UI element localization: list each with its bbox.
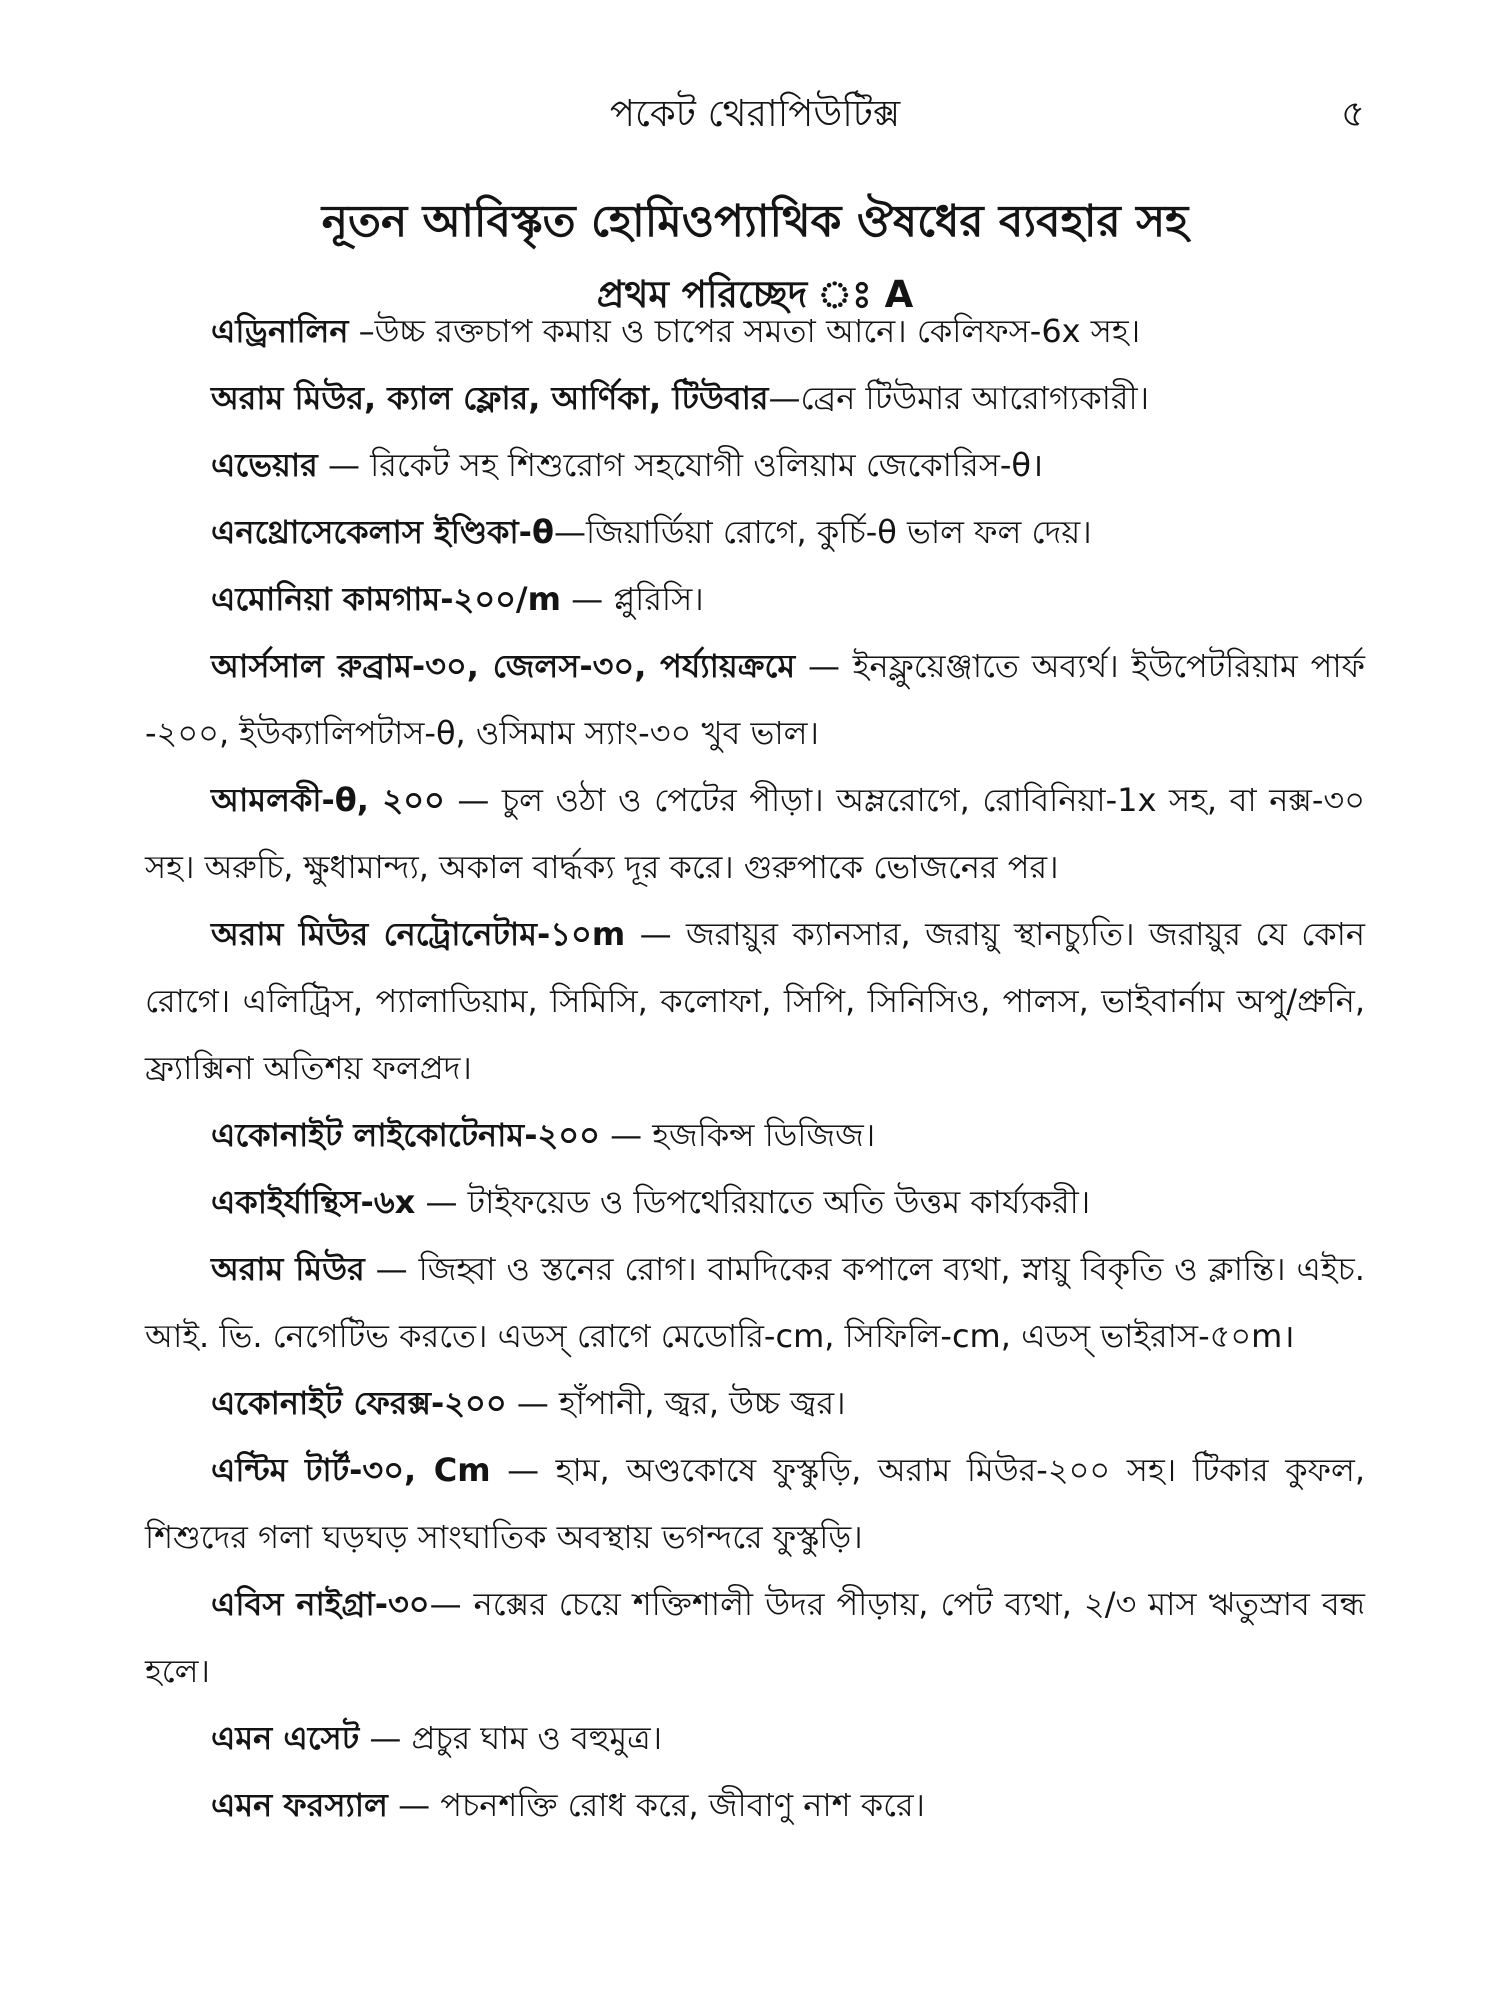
entry-text: –উচ্চ রক্তচাপ কমায় ও চাপের সমতা আনে। কেলিফস-6x সহ।: [348, 312, 1141, 350]
document-page: [145, 0, 1365, 2000]
entry-text: — জরায়ুর ক্যানসার, জরায়ু স্থানচ্যুতি। জরায়ুর যে কোন রোগে। এলিট্রিস, প্যালাডিয়াম, সিমিসি, কলোফা, সিপি, সিনিসিও, পালস, ভাইবার্নাম অপু/প্রুনি, ফ্র্যাক্সিনা অতিশয় ফলপ্রদ।: [145, 915, 1365, 1087]
main-title: নূতন আবিস্কৃত হোমিওপ্যাথিক ঔষধের ব্যবহার সহ: [321, 196, 1189, 248]
entry-item: [145, 1437, 1365, 1571]
running-header: পকেট থেরাপিউটিক্স: [609, 92, 901, 135]
entry-term: একাইর্যান্থিস-৬x: [211, 1183, 416, 1221]
page-number: ৫: [1340, 92, 1365, 135]
entry-text: — ইনফ্লুয়েঞ্জাতে অব্যর্থ। ইউপেটরিয়াম পার্ফ -২০০, ইউক্যালিপটাস-θ, ওসিমাম স্যাং-৩০ খুব ভাল।: [145, 647, 1366, 752]
entry-item: [145, 1571, 1365, 1705]
entry-text: — প্লুরিসি।: [560, 580, 704, 618]
entry-term: অরাম মিউর: [211, 1250, 365, 1288]
entry-term: আমলকী-θ, ২০০: [211, 781, 445, 819]
entry-item: [145, 365, 1365, 432]
entry-text: — প্রচুর ঘাম ও বহুমুত্র।: [359, 1719, 663, 1757]
entry-text: —জিয়ার্ডিয়া রোগে, কুর্চি-θ ভাল ফল দেয়।: [553, 513, 1092, 551]
entry-term: একোনাইট লাইকোটেনাম-২০০: [211, 1116, 600, 1154]
entry-item: [145, 1169, 1365, 1236]
entry-item: [145, 1102, 1365, 1169]
entry-text: — নক্সের চেয়ে শক্তিশালী উদর পীড়ায়, পেট ব্যথা, ২/৩ মাস ঋতুস্রাব বন্ধ হলে।: [145, 1585, 1365, 1690]
entry-text: — পচনশক্তি রোধ করে, জীবাণু নাশ করে।: [387, 1786, 926, 1824]
entry-term: অরাম মিউর নেট্রোনেটাম-১০m: [211, 915, 626, 953]
entry-item: [145, 901, 1365, 1102]
entry-text: — জিহ্বা ও স্তনের রোগ। বামদিকের কপালে ব্যথা, স্নায়ু বিকৃতি ও ক্লান্তি। এইচ. আই. ভি. নেগেটিভ করতে। এডস্ রোগে মেডোরি-cm, সিফিলি-cm, এডস্ ভাইরাস-৫০m।: [145, 1250, 1365, 1355]
entry-item: [145, 767, 1365, 901]
entry-item: [145, 499, 1365, 566]
entry-term: এমন এসেট: [211, 1719, 360, 1757]
entry-item: [145, 1370, 1365, 1437]
entry-item: [145, 1236, 1365, 1370]
entry-text: — টাইফয়েড ও ডিপথেরিয়াতে অতি উত্তম কার্য্যকরী।: [415, 1183, 1091, 1221]
entry-item: [145, 1772, 1365, 1839]
entry-text: — হজকিন্স ডিজিজ।: [599, 1116, 876, 1154]
entry-term: এভেয়ার: [211, 446, 318, 484]
entry-text: —ব্রেন টিউমার আরোগ্যকারী।: [768, 379, 1150, 417]
entry-item: [145, 432, 1365, 499]
entry-term: অরাম মিউর, ক্যাল ফ্লোর, আর্ণিকা, টিউবার: [211, 379, 769, 417]
entry-text: — চুল ওঠা ও পেটের পীড়া। অম্লরোগে, রোবিনিয়া-1x সহ, বা নক্স-৩০ সহ। অরুচি, ক্ষুধামান্দ্য, অকাল বার্দ্ধক্য দূর করে। গুরুপাকে ভোজনের পর।: [145, 781, 1365, 886]
entry-item: [145, 633, 1365, 767]
entry-term: এমন ফরস্যাল: [211, 1786, 388, 1824]
entry-term: এবিস নাইগ্রা-৩০: [211, 1585, 430, 1623]
entry-text: — হাম, অণ্ডকোষে ফুস্কুড়ি, অরাম মিউর-২০০ সহ। টিকার কুফল, শিশুদের গলা ঘড়ঘড় সাংঘাতিক অবস্থায় ভগন্দরে ফুস্কুড়ি।: [145, 1451, 1365, 1556]
entry-term: আর্সসাল রুব্রাম-৩০, জেলস-৩০, পর্য্যায়ক্রমে: [211, 647, 796, 685]
chapter-title: প্রথম পরিচ্ছেদ ঃ A: [596, 272, 914, 316]
entry-term: এমোনিয়া কামগাম-২০০/m: [211, 580, 561, 618]
entry-term: এন্টিম টার্ট-৩০, Cm: [211, 1451, 491, 1489]
entry-list: [145, 298, 1365, 1839]
entry-text: — হাঁপানী, জ্বর, উচ্চ জ্বর।: [506, 1384, 846, 1422]
entry-item: [145, 1705, 1365, 1772]
entry-term: এড্রিনালিন: [211, 312, 349, 350]
entry-item: [145, 566, 1365, 633]
entry-item: [145, 298, 1365, 365]
entry-term: একোনাইট ফেরক্স-২০০: [211, 1384, 507, 1422]
entry-term: এনথ্রোসেকেলাস ইণ্ডিকা-θ: [211, 513, 554, 551]
entry-text: — রিকেট সহ শিশুরোগ সহযোগী ওলিয়াম জেকোরিস-θ।: [317, 446, 1044, 484]
